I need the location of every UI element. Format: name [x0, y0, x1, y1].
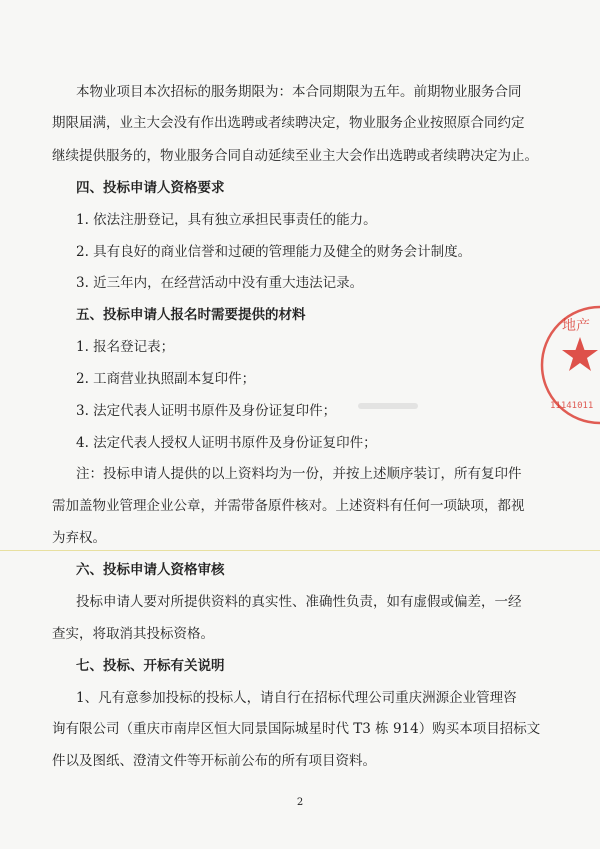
bidding-line-2: 询有限公司（重庆市南岸区恒大同景国际城星时代 T3 栋 914）购买本项目招标文 [52, 721, 541, 737]
section-heading-7: 七、投标、开标有关说明 [76, 658, 225, 674]
svg-text:地产: 地产 [562, 318, 590, 334]
page-number: 2 [296, 797, 304, 808]
note-line-2: 需加盖物业管理企业公章，并需带备原件核对。上述资料有任何一项缺项，都视 [52, 498, 525, 514]
bidding-line-1: 1、凡有意参加投标的投标人，请自行在招标代理公司重庆洲源企业管理咨 [76, 690, 517, 706]
requirement-item-2: 2. 具有良好的商业信誉和过硬的管理能力及健全的财务会计制度。 [76, 244, 472, 260]
paragraph-term-line-2: 期限届满，业主大会没有作出选聘或者续聘决定，物业服务企业按照原合同约定 [52, 115, 525, 131]
svg-text:11141011: 11141011 [550, 401, 594, 411]
note-line-1: 注：投标申请人提供的以上资料均为一份，并按上述顺序装订，所有复印件 [76, 466, 522, 482]
section-heading-5: 五、投标申请人报名时需要提供的材料 [76, 307, 306, 323]
paragraph-term-line-1: 本物业项目本次招标的服务期限为：本合同期限为五年。前期物业服务合同 [76, 84, 522, 100]
company-seal [520, 300, 600, 430]
bidding-line-3: 件以及图纸、澄清文件等开标前公布的所有项目资料。 [52, 753, 376, 769]
scan-smudge [358, 403, 418, 409]
material-item-3: 3. 法定代表人证明书原件及身份证复印件； [76, 403, 337, 419]
material-item-2: 2. 工商营业执照副本复印件； [76, 371, 256, 387]
section-heading-6: 六、投标申请人资格审核 [76, 562, 225, 578]
requirement-item-3: 3. 近三年内，在经营活动中没有重大违法记录。 [76, 275, 364, 291]
material-item-1: 1. 报名登记表； [76, 339, 175, 355]
material-item-4: 4. 法定代表人授权人证明书原件及身份证复印件； [76, 435, 377, 451]
review-line-2: 查实，将取消其投标资格。 [52, 626, 214, 642]
section-heading-4: 四、投标申请人资格要求 [76, 180, 225, 196]
note-line-3: 为弃权。 [52, 530, 106, 546]
review-line-1: 投标申请人要对所提供资料的真实性、准确性负责，如有虚假或偏差，一经 [76, 594, 522, 610]
scan-fold-line [0, 550, 600, 551]
paragraph-term-line-3: 继续提供服务的，物业服务合同自动延续至业主大会作出选聘或者续聘决定为止。 [52, 148, 538, 164]
requirement-item-1: 1. 依法注册登记，具有独立承担民事责任的能力。 [76, 212, 377, 228]
